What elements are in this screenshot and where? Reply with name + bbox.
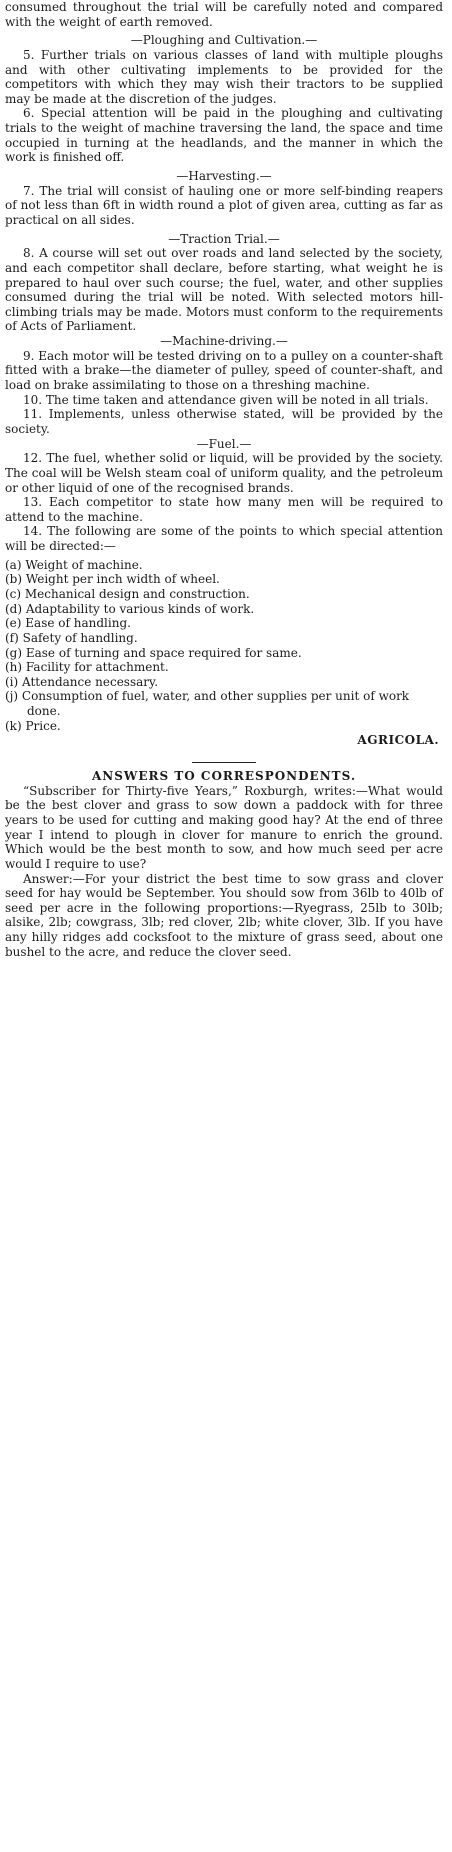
subheading-ploughing: —Ploughing and Cultivation.— bbox=[130, 33, 318, 48]
subheading-fuel: —Fuel.— bbox=[196, 436, 252, 451]
list-item: (d) Adaptability to various kinds of work. bbox=[5, 601, 255, 616]
paragraph-7: 7. The trial will consist of hauling one or more self-binding reapers of not less than 6ft in width round a plot of given area, cutting as far as practical on all sides. bbox=[5, 183, 443, 227]
list-item: (e) Ease of handling. bbox=[5, 616, 131, 631]
list-item: (j) Consumption of fuel, water, and other supplies per unit of work done. bbox=[5, 689, 410, 719]
points-list bbox=[5, 558, 443, 734]
reader-question: “Subscriber for Thirty-five Years,” Roxburgh, writes:—What would be the best clover and grass to sow down a paddock with for three years to be used for cutting and making good hay? At the end of three year I intend to plough in clover for manure to enrich the ground. Which would be the best month to sow, and how much seed per acre would I require to use? bbox=[5, 783, 443, 871]
list-item: (c) Mechanical design and construction. bbox=[5, 586, 250, 601]
list-item: (g) Ease of turning and space required for same. bbox=[5, 645, 302, 660]
paragraph-14: 14. The following are some of the points to which special attention will be directed:— bbox=[5, 524, 443, 554]
paragraph-8: 8. A course will set out over roads and land selected by the society, and each competitor shall declare, before starting, what weight he is prepared to haul over such course; the fuel, water, and other supplies consumed during the trial will be noted. With selected motors hill-climbing trials may be made. Motors must conform to the requirements of Acts of Parliament. bbox=[5, 246, 443, 334]
list-item: (f) Safety of handling. bbox=[5, 630, 138, 645]
section-heading: ANSWERS TO CORRESPONDENTS. bbox=[91, 769, 357, 784]
author-signature: AGRICOLA. bbox=[357, 733, 439, 748]
list-item: (i) Attendance necessary. bbox=[5, 674, 159, 689]
subheading-machine-driving: —Machine-driving.— bbox=[160, 334, 288, 349]
subheading-traction-trial: —Traction Trial.— bbox=[168, 231, 280, 246]
section-divider bbox=[192, 762, 256, 763]
paragraph-9: 9. Each motor will be tested driving on to a pulley on a counter-shaft fitted with a brake—the diameter of pulley, speed of counter-shaft, and load on brake assimilating to those on a threshing machine. bbox=[5, 348, 443, 393]
paragraph-10: 10. The time taken and attendance given will be noted in all trials. bbox=[23, 392, 429, 407]
list-item: (h) Facility for attachment. bbox=[5, 660, 169, 675]
paragraph-continued: consumed throughout the trial will be carefully noted and compared with the weight of earth removed. bbox=[5, 0, 443, 29]
paragraph-11: 11. Implements, unless otherwise stated, will be provided by the society. bbox=[5, 407, 443, 436]
paragraph-6: 6. Special attention will be paid in the ploughing and cultivating trials to the weight of machine traversing the land, the space and time occupied in turning at the headlands, and the manner in which the work is finished off. bbox=[5, 106, 443, 165]
list-item: (a) Weight of machine. bbox=[5, 557, 143, 572]
paragraph-5: 5. Further trials on various classes of land with multiple ploughs and with other cultivating implements to be provided for the competitors with which they may wish their tractors to be supplied may be made at the discretion of the judges. bbox=[5, 47, 443, 106]
paragraph-13: 13. Each competitor to state how many men will be required to attend to the machine. bbox=[5, 495, 443, 524]
answer-paragraph: Answer:—For your district the best time to sow grass and clover seed for hay would be September. You should sow from 36lb to 40lb of seed per acre in the following proportions:—Ryegrass, 25lb to 30lb; alsike, 2lb; cowgrass, 3lb; red clover, 2lb; white clover, 3lb. If you have any hilly ridges add cocksfoot to the mixture of grass seed, about one bushel to the acre, and reduce the clover seed. bbox=[5, 871, 443, 959]
subheading-harvesting: —Harvesting.— bbox=[176, 169, 272, 184]
list-item: (k) Price. bbox=[5, 718, 61, 733]
list-item: (b) Weight per inch width of wheel. bbox=[5, 572, 220, 587]
paragraph-12: 12. The fuel, whether solid or liquid, will be provided by the society. The coal will be Welsh steam coal of uniform quality, and the petroleum or other liquid of one of the recognised brands. bbox=[5, 451, 443, 495]
